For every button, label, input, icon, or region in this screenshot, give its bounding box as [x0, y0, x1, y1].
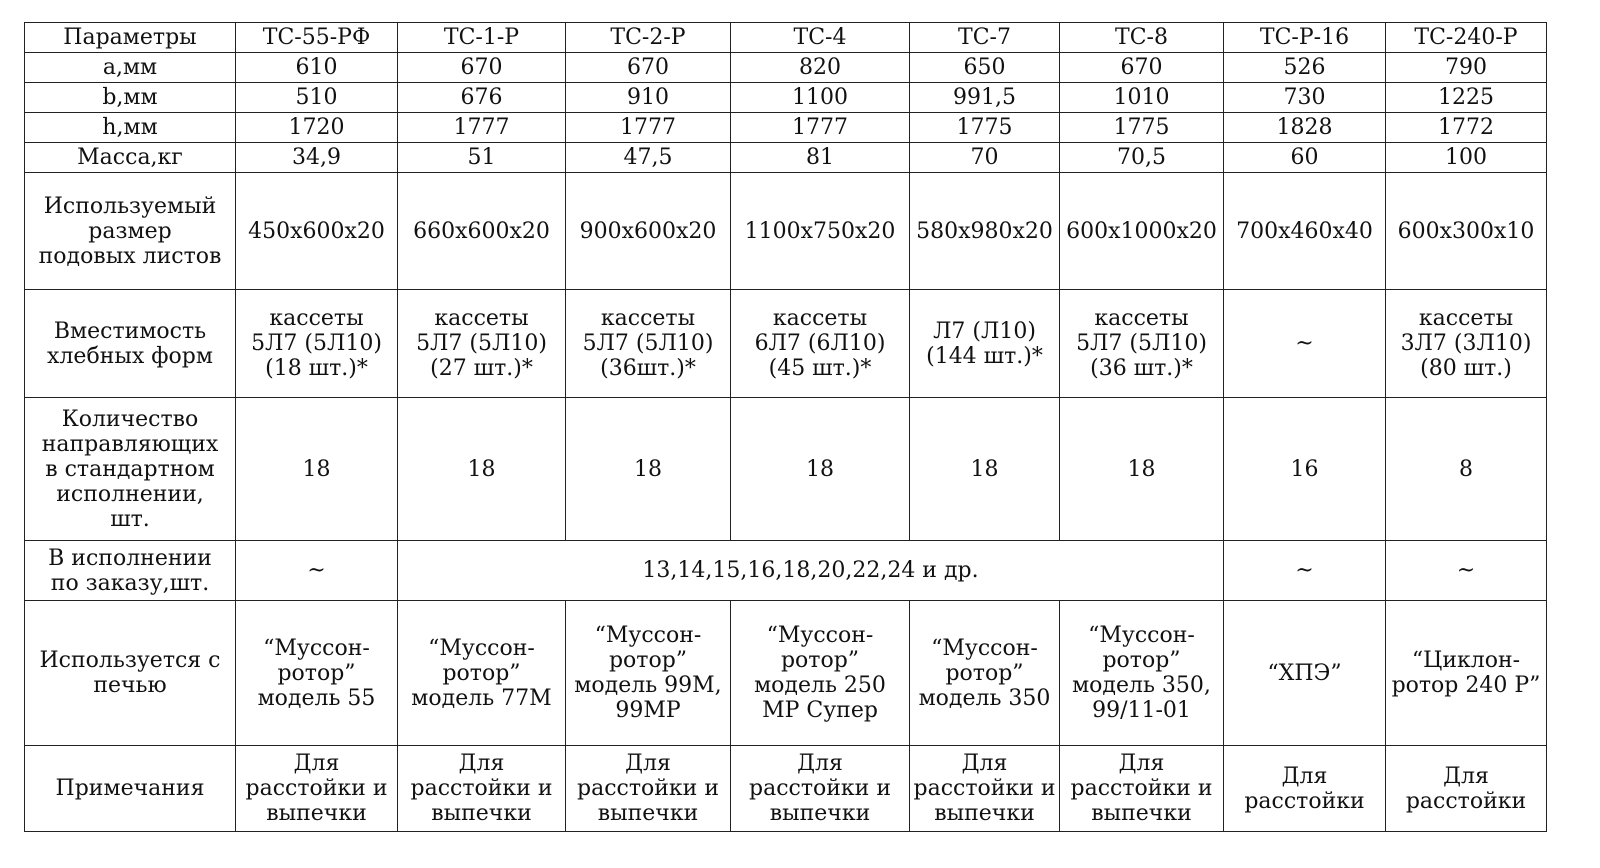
row-label: h,мм	[25, 113, 236, 143]
table-cell: 660х600х20	[398, 173, 566, 290]
table-cell: кассеты 3Л7 (3Л10) (80 шт.)	[1386, 290, 1547, 398]
row-label: b,мм	[25, 83, 236, 113]
row-capacity	[25, 290, 1547, 398]
row-guides-order	[25, 541, 1547, 601]
table-cell: “Циклон- ротор 240 Р”	[1386, 601, 1547, 746]
table-cell: 1100	[731, 83, 910, 113]
table-cell: Для расстойки и выпечки	[1060, 746, 1224, 832]
table-cell: 18	[731, 398, 910, 541]
table-cell: Для расстойки и выпечки	[398, 746, 566, 832]
header-cell: ТС-240-Р	[1386, 23, 1547, 53]
table-cell: 18	[566, 398, 731, 541]
table-cell: кассеты 5Л7 (5Л10) (36шт.)*	[566, 290, 731, 398]
table-cell: 676	[398, 83, 566, 113]
table-cell: 700х460х40	[1224, 173, 1386, 290]
table-cell: Для расстойки	[1224, 746, 1386, 832]
header-cell: Параметры	[25, 23, 236, 53]
table-cell: 70	[910, 143, 1060, 173]
header-cell: ТС-Р-16	[1224, 23, 1386, 53]
table-cell: Для расстойки	[1386, 746, 1547, 832]
row-label: Примечания	[25, 746, 236, 832]
table-cell: 1777	[398, 113, 566, 143]
table-cell: 730	[1224, 83, 1386, 113]
table-cell: 600х300х10	[1386, 173, 1547, 290]
table-cell: 790	[1386, 53, 1547, 83]
table-cell: кассеты 5Л7 (5Л10) (36 шт.)*	[1060, 290, 1224, 398]
table-cell: 1720	[236, 113, 398, 143]
row-mass	[25, 143, 1547, 173]
row-sheet-size	[25, 173, 1547, 290]
table-cell: Для расстойки и выпечки	[910, 746, 1060, 832]
table-cell: 600х1000х20	[1060, 173, 1224, 290]
row-label: Масса,кг	[25, 143, 236, 173]
row-guides-standard	[25, 398, 1547, 541]
row-label: Используется с печью	[25, 601, 236, 746]
table-cell: ~	[1386, 541, 1547, 601]
table-cell: Для расстойки и выпечки	[731, 746, 910, 832]
table-cell: 1225	[1386, 83, 1547, 113]
table-cell: 60	[1224, 143, 1386, 173]
table-cell: 1828	[1224, 113, 1386, 143]
table-cell: 900х600х20	[566, 173, 731, 290]
table-cell: ~	[1224, 541, 1386, 601]
table-cell: 1010	[1060, 83, 1224, 113]
header-cell: ТС-2-Р	[566, 23, 731, 53]
table-cell: 81	[731, 143, 910, 173]
row-label: В исполнении по заказу,шт.	[25, 541, 236, 601]
table-cell: 1775	[910, 113, 1060, 143]
table-cell: “Муссон- ротор” модель 350, 99/11-01	[1060, 601, 1224, 746]
table-cell: “Муссон- ротор” модель 350	[910, 601, 1060, 746]
header-cell: ТС-55-РФ	[236, 23, 398, 53]
row-h	[25, 113, 1547, 143]
table-cell: 1100х750х20	[731, 173, 910, 290]
table-cell: 18	[910, 398, 1060, 541]
table-cell: Для расстойки и выпечки	[236, 746, 398, 832]
table-cell: 18	[236, 398, 398, 541]
table-cell: ~	[236, 541, 398, 601]
table-cell: кассеты 5Л7 (5Л10) (27 шт.)*	[398, 290, 566, 398]
table-cell: 910	[566, 83, 731, 113]
table-cell: “Муссон- ротор” модель 250 МР Супер	[731, 601, 910, 746]
table-cell: 820	[731, 53, 910, 83]
table-cell: ~	[1224, 290, 1386, 398]
table-cell: 18	[398, 398, 566, 541]
table-cell: “Муссон- ротор” модель 55	[236, 601, 398, 746]
header-cell: ТС-8	[1060, 23, 1224, 53]
table-cell: 670	[1060, 53, 1224, 83]
table-cell: 1775	[1060, 113, 1224, 143]
header-row	[25, 23, 1547, 53]
spec-table	[24, 22, 1547, 832]
table-cell: 34,9	[236, 143, 398, 173]
table-cell: 16	[1224, 398, 1386, 541]
table-cell: 70,5	[1060, 143, 1224, 173]
table-cell: 650	[910, 53, 1060, 83]
table-cell: “Муссон- ротор” модель 99М, 99МР	[566, 601, 731, 746]
table-cell: кассеты 5Л7 (5Л10) (18 шт.)*	[236, 290, 398, 398]
row-label: Количество направляющих в стандартном исполнении, шт.	[25, 398, 236, 541]
table-cell: 670	[566, 53, 731, 83]
header-cell: ТС-4	[731, 23, 910, 53]
table-cell: кассеты 6Л7 (6Л10) (45 шт.)*	[731, 290, 910, 398]
table-cell: 47,5	[566, 143, 731, 173]
row-notes	[25, 746, 1547, 832]
header-cell: ТС-1-Р	[398, 23, 566, 53]
table-cell: 1777	[566, 113, 731, 143]
table-cell: Для расстойки и выпечки	[566, 746, 731, 832]
table-cell: “ХПЭ”	[1224, 601, 1386, 746]
table-cell: 8	[1386, 398, 1547, 541]
row-label: a,мм	[25, 53, 236, 83]
header-cell: ТС-7	[910, 23, 1060, 53]
table-cell: 991,5	[910, 83, 1060, 113]
table-cell: 51	[398, 143, 566, 173]
table-cell: 100	[1386, 143, 1547, 173]
table-cell: 1772	[1386, 113, 1547, 143]
row-label: Используемый размер подовых листов	[25, 173, 236, 290]
row-oven	[25, 601, 1547, 746]
table-cell: “Муссон- ротор” модель 77М	[398, 601, 566, 746]
row-label: Вместимость хлебных форм	[25, 290, 236, 398]
table-cell: 510	[236, 83, 398, 113]
row-b	[25, 83, 1547, 113]
table-cell: 610	[236, 53, 398, 83]
table-cell: 18	[1060, 398, 1224, 541]
table-cell: 670	[398, 53, 566, 83]
row-a	[25, 53, 1547, 83]
table-cell: Л7 (Л10) (144 шт.)*	[910, 290, 1060, 398]
table-cell: 450х600х20	[236, 173, 398, 290]
table-cell: 526	[1224, 53, 1386, 83]
table-cell: 1777	[731, 113, 910, 143]
merged-cell: 13,14,15,16,18,20,22,24 и др.	[398, 541, 1224, 601]
table-cell: 580х980х20	[910, 173, 1060, 290]
